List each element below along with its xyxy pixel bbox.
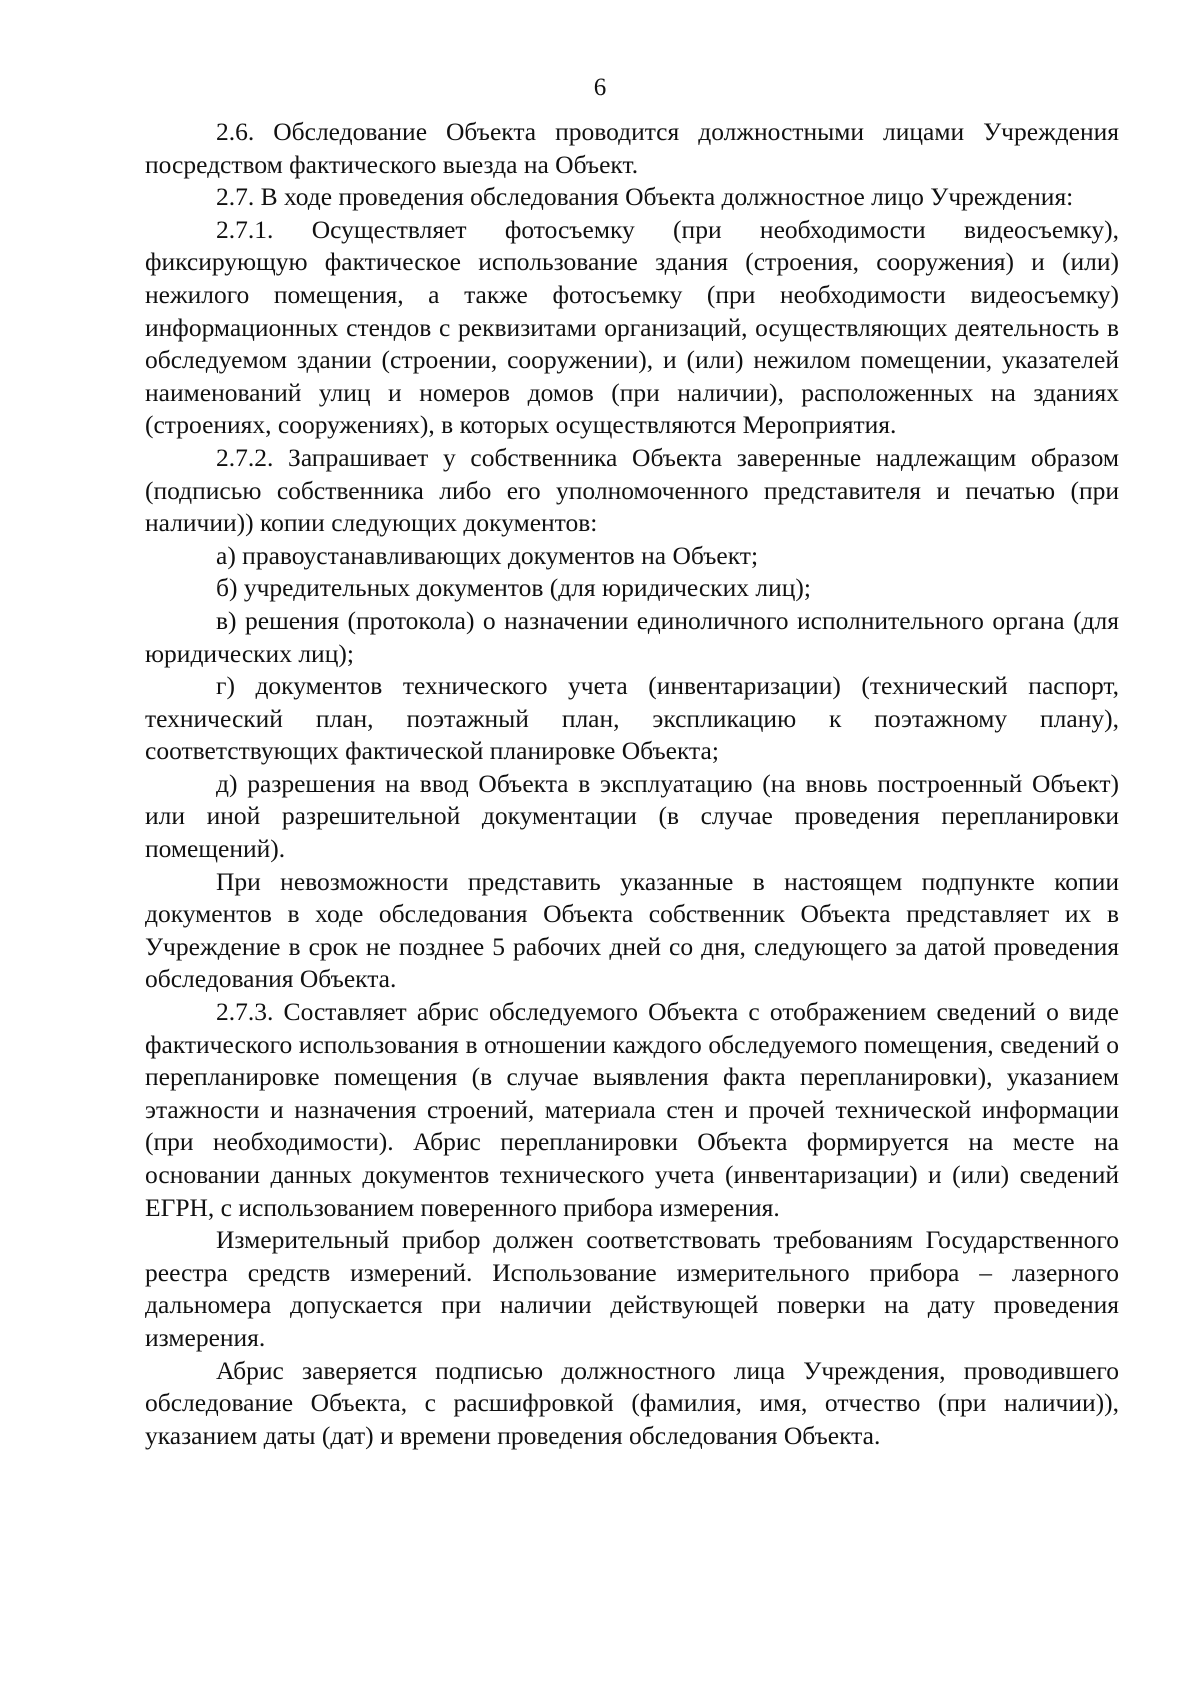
paragraph-abris-certification: Абрис заверяется подписью должностного лица Учреждения, проводившего обследование Объекта, с расшифровкой (фамилия, имя, отчество (при наличии)), указанием даты (дат) и времени проведения обследования Объекта.	[145, 1355, 1119, 1450]
paragraph-2-7-1: 2.7.1. Осуществляет фотосъемку (при необходимости видеосъемку), фиксирующую фактическое использование здания (строения, сооружения) и (или) нежилого помещения, а также фотосъемку (при необходимости видеосъемку) информационных стендов с реквизитами организаций, осуществляющих деятельность в обследуемом здании (строении, сооружении), и (или) нежилом помещении, указателей наименований улиц и номеров домов (при наличии), расположенных на зданиях (строениях, сооружениях), в которых осуществляются Мероприятия.	[145, 214, 1119, 440]
paragraph-2-7: 2.7. В ходе проведения обследования Объекта должностное лицо Учреждения:	[216, 182, 1074, 212]
list-item-g: г) документов технического учета (инвентаризации) (технический паспорт, технический план, поэтажный план, экспликацию к поэтажному плану), соответствующих фактической планировке Объекта;	[145, 671, 1119, 766]
list-item-v: в) решения (протокола) о назначении единоличного исполнительного органа (для юридических лиц);	[145, 605, 1119, 668]
list-item-a: а) правоустанавливающих документов на Объект;	[216, 540, 759, 570]
paragraph-2-7-3: 2.7.3. Составляет абрис обследуемого Объекта с отображением сведений о виде фактического использования в отношении каждого обследуемого помещения, сведений о перепланировке помещения (в случае выявления факта перепланировки), указанием этажности и назначения строений, материала стен и прочей технической информации (при необходимости). Абрис перепланировки Объекта формируется на месте на основании данных документов технического учета (инвентаризации) и (или) сведений ЕГРН, с использованием поверенного прибора измерения.	[145, 997, 1119, 1222]
list-item-d: д) разрешения на ввод Объекта в эксплуатацию (на вновь построенный Объект) или иной разрешительной документации (в случае проведения перепланировки помещений).	[145, 768, 1119, 864]
page-number: 6	[593, 74, 607, 101]
paragraph-2-7-2: 2.7.2. Запрашивает у собственника Объекта заверенные надлежащим образом (подписью собственника либо его уполномоченного представителя и печатью (при наличии)) копии следующих документов:	[145, 442, 1119, 538]
list-item-b: б) учредительных документов (для юридических лиц);	[216, 573, 811, 603]
paragraph-measuring-device: Измерительный прибор должен соответствовать требованиям Государственного реестра средств измерений. Использование измерительного прибора – лазерного дальномера допускается при наличии действующей поверки на дату проведения измерения.	[145, 1225, 1119, 1352]
paragraph-2-6: 2.6. Обследование Объекта проводится должностными лицами Учреждения посредством фактического выезда на Объект.	[145, 117, 1119, 179]
document-body	[145, 116, 1119, 1452]
paragraph-documents-deadline: При невозможности представить указанные в настоящем подпункте копии документов в ходе обследования Объекта собственник Объекта представляет их в Учреждение в срок не позднее 5 рабочих дней со дня, следующего за датой проведения обследования Объекта.	[145, 866, 1119, 994]
